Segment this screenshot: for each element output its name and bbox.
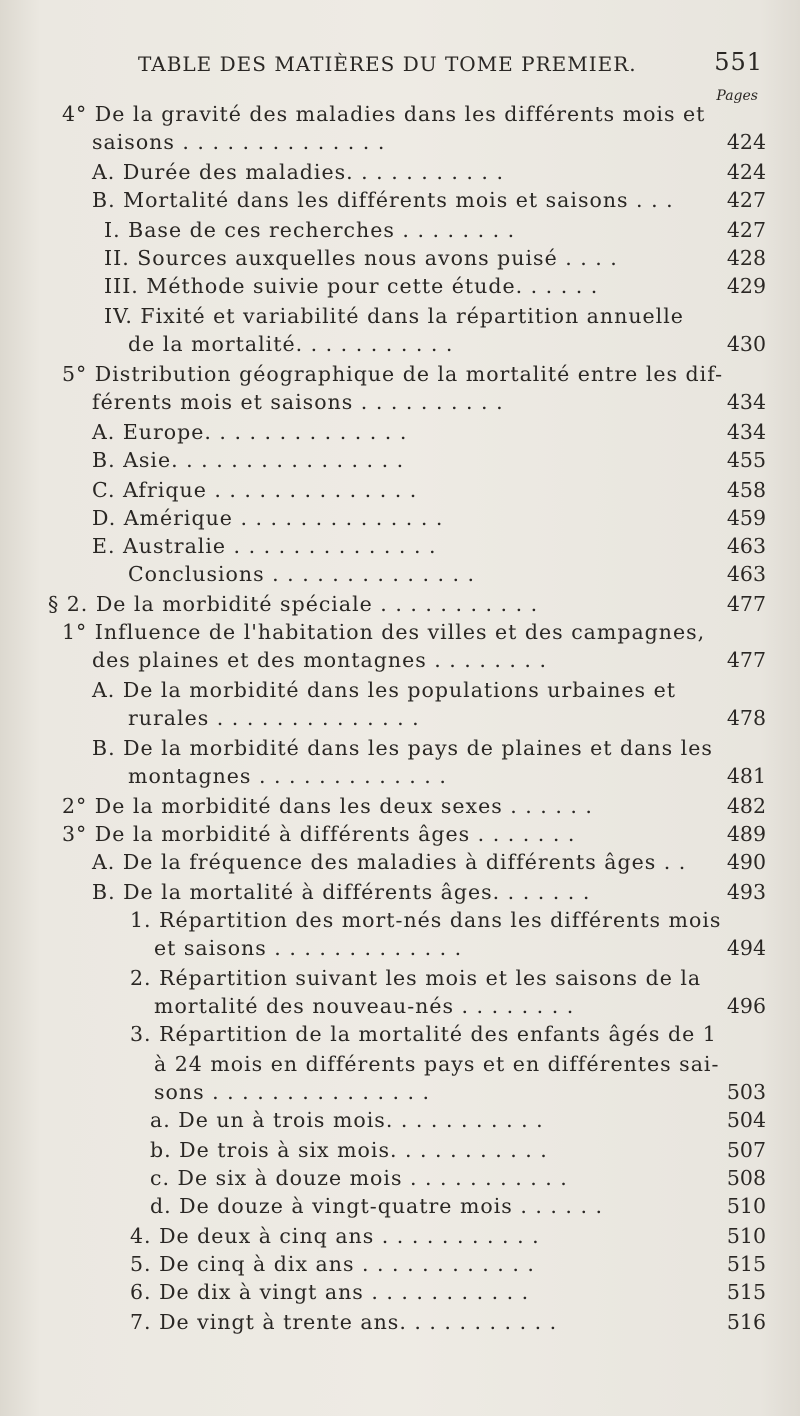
toc-entry-title: 1° Influence de l'habitation des villes et des campagnes,: [62, 620, 706, 644]
toc-entry-page: 510: [726, 1224, 766, 1248]
toc-entry: [128, 560, 766, 588]
toc-entry-page: 463: [726, 562, 766, 586]
toc-entry: [92, 476, 766, 504]
toc-entry-title: B. Mortalité dans les différents mois et saisons . . .: [92, 188, 674, 212]
toc-entry-page: 504: [726, 1108, 766, 1132]
toc-entry-page: 489: [726, 822, 766, 846]
toc-entry-page: 463: [726, 534, 766, 558]
toc-entry-page: 516: [726, 1310, 766, 1334]
toc-entry: [154, 934, 766, 962]
toc-entry-title: mortalité des nouveau-nés . . . . . . . .: [154, 994, 575, 1018]
toc-entry-page: 507: [726, 1138, 766, 1162]
toc-entry: [128, 330, 766, 358]
toc-entry-page: 429: [726, 274, 766, 298]
toc-entry: [92, 128, 766, 156]
toc-entry-page: 508: [726, 1166, 766, 1190]
toc-entry-page: 494: [726, 936, 766, 960]
toc-entry-title: b. De trois à six mois. . . . . . . . . . .: [150, 1138, 548, 1162]
toc-entry-title: 2. Répartition suivant les mois et les saisons de la: [130, 966, 702, 990]
toc-entry: [92, 848, 766, 876]
toc-entry-title: de la mortalité. . . . . . . . . . .: [128, 332, 454, 356]
toc-entry-title: à 24 mois en différents pays et en différentes sai-: [154, 1052, 720, 1076]
toc-entry-title: 4° De la gravité des maladies dans les différents mois et: [62, 102, 706, 126]
toc-entry-title: 7. De vingt à trente ans. . . . . . . . . . .: [130, 1310, 558, 1334]
toc-entry-title: A. De la fréquence des maladies à différents âges . .: [92, 850, 687, 874]
header-title: TABLE DES MATIÈRES DU TOME PREMIER.: [138, 52, 637, 76]
toc-entry-title: Conclusions . . . . . . . . . . . . . .: [128, 562, 476, 586]
toc-entry-title: férents mois et saisons . . . . . . . . . .: [92, 390, 504, 414]
toc-entry: [92, 158, 766, 186]
toc-entry-title: C. Afrique . . . . . . . . . . . . . .: [92, 478, 418, 502]
toc-entry: [92, 532, 766, 560]
toc-entry-title: a. De un à trois mois. . . . . . . . . . .: [150, 1108, 544, 1132]
toc-entry: [130, 906, 766, 934]
toc-entry-title: 2° De la morbidité dans les deux sexes . . . . . .: [62, 794, 593, 818]
toc-entry-title: rurales . . . . . . . . . . . . . .: [128, 706, 420, 730]
toc-entry-page: 424: [726, 160, 766, 184]
toc-entry-page: 510: [726, 1194, 766, 1218]
toc-entry-title: IV. Fixité et variabilité dans la répartition annuelle: [104, 304, 684, 328]
toc-entry: [130, 1308, 766, 1336]
toc-entry: [92, 186, 766, 214]
toc-entry: [62, 618, 766, 646]
toc-entry-title: B. Asie. . . . . . . . . . . . . . . .: [92, 448, 405, 472]
toc-entry-title: des plaines et des montagnes . . . . . . . .: [92, 648, 547, 672]
toc-entry-title: A. Europe. . . . . . . . . . . . . .: [92, 420, 408, 444]
toc-entry: [92, 734, 766, 762]
toc-entry-page: 477: [726, 592, 766, 616]
toc-entry: [92, 504, 766, 532]
header-page-number: 551: [714, 48, 763, 76]
toc-entry: [92, 446, 766, 474]
toc-entry-title: B. De la morbidité dans les pays de plaines et dans les: [92, 736, 713, 760]
toc-entry: [62, 100, 766, 128]
toc-entry-title: c. De six à douze mois . . . . . . . . . . .: [150, 1166, 568, 1190]
toc-entry-title: B. De la mortalité à différents âges. . . . . . .: [92, 880, 591, 904]
toc-entry: [92, 878, 766, 906]
toc-entry-title: sons . . . . . . . . . . . . . . .: [154, 1080, 431, 1104]
toc-entry: [128, 704, 766, 732]
toc-entry-title: A. Durée des maladies. . . . . . . . . . .: [92, 160, 504, 184]
toc-entry: [130, 1020, 766, 1048]
toc-entry-page: 459: [726, 506, 766, 530]
toc-entry: [130, 1250, 766, 1278]
toc-entry-title: III. Méthode suivie pour cette étude. . . . . .: [104, 274, 599, 298]
toc-entry-title: 1. Répartition des mort-nés dans les différents mois: [130, 908, 722, 932]
toc-entry-title: 5. De cinq à dix ans . . . . . . . . . . . .: [130, 1252, 535, 1276]
toc-entry-title: saisons . . . . . . . . . . . . . .: [92, 130, 386, 154]
toc-entry-page: 482: [726, 794, 766, 818]
toc-entry-page: 515: [726, 1252, 766, 1276]
toc-entry-title: 6. De dix à vingt ans . . . . . . . . . . .: [130, 1280, 530, 1304]
toc-entry-page: 434: [726, 420, 766, 444]
toc-entry: [92, 388, 766, 416]
pages-column-label: Pages: [716, 88, 758, 104]
toc-entry: [130, 1222, 766, 1250]
toc-entry-title: montagnes . . . . . . . . . . . . .: [128, 764, 447, 788]
toc-entry-title: I. Base de ces recherches . . . . . . . .: [104, 218, 516, 242]
toc-entry: [154, 992, 766, 1020]
toc-entry: [62, 820, 766, 848]
toc-entry: [62, 360, 766, 388]
toc-entry: [154, 1078, 766, 1106]
toc-entry-title: 3° De la morbidité à différents âges . . . . . . .: [62, 822, 576, 846]
toc-entry: [104, 216, 766, 244]
toc-entry: [130, 964, 766, 992]
toc-entry: [150, 1106, 766, 1134]
toc-entry-title: E. Australie . . . . . . . . . . . . . .: [92, 534, 437, 558]
toc-entry-page: 428: [726, 246, 766, 270]
toc-entry-page: 430: [726, 332, 766, 356]
toc-entry-title: d. De douze à vingt-quatre mois . . . . . .: [150, 1194, 604, 1218]
toc-entry: [104, 244, 766, 272]
toc-entry-page: 490: [726, 850, 766, 874]
toc-entry-page: 493: [726, 880, 766, 904]
toc-entry-page: 455: [726, 448, 766, 472]
toc-entry: [62, 792, 766, 820]
toc-entry-page: 427: [726, 188, 766, 212]
toc-entry-page: 427: [726, 218, 766, 242]
toc-entry-page: 496: [726, 994, 766, 1018]
toc-entry-page: 481: [726, 764, 766, 788]
toc-entry-title: D. Amérique . . . . . . . . . . . . . .: [92, 506, 444, 530]
toc-entry: [92, 676, 766, 704]
toc-entry: [128, 762, 766, 790]
toc-entry-title: 3. Répartition de la mortalité des enfants âgés de 1: [130, 1022, 717, 1046]
toc-entry: [154, 1050, 766, 1078]
toc-entry-title: 4. De deux à cinq ans . . . . . . . . . . .: [130, 1224, 540, 1248]
toc-entry: [92, 418, 766, 446]
toc-entry: [150, 1136, 766, 1164]
toc-entry-page: 424: [726, 130, 766, 154]
toc-entry-title: A. De la morbidité dans les populations urbaines et: [92, 678, 676, 702]
toc-entry-title: 5° Distribution géographique de la mortalité entre les dif-: [62, 362, 724, 386]
toc-entry-page: 434: [726, 390, 766, 414]
toc-entry-page: 515: [726, 1280, 766, 1304]
toc-entry-title: § 2. De la morbidité spéciale . . . . . . . . . . .: [48, 592, 539, 616]
toc-entry: [104, 302, 766, 330]
toc-entry-page: 477: [726, 648, 766, 672]
toc-entry: [48, 590, 766, 618]
toc-entry-title: et saisons . . . . . . . . . . . . .: [154, 936, 463, 960]
toc-entry: [150, 1192, 766, 1220]
toc-entry: [150, 1164, 766, 1192]
toc-entry-page: 478: [726, 706, 766, 730]
toc-entry-page: 458: [726, 478, 766, 502]
toc-entry-page: 503: [726, 1080, 766, 1104]
toc-entry: [130, 1278, 766, 1306]
toc-entry-title: II. Sources auxquelles nous avons puisé . . . .: [104, 246, 618, 270]
toc-entry: [104, 272, 766, 300]
toc-entry: [92, 646, 766, 674]
